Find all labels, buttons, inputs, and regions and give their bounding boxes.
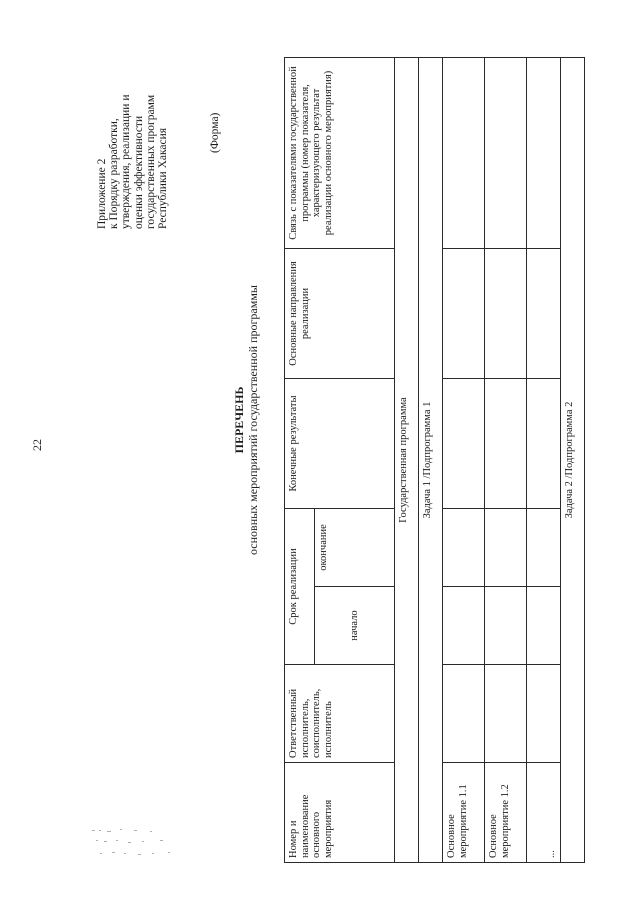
header-end: окончание bbox=[315, 508, 395, 586]
form-label: (Форма) bbox=[209, 112, 221, 153]
title-subtitle: основных мероприятий государственной программы bbox=[246, 285, 260, 556]
title-main: ПЕРЕЧЕНЬ bbox=[232, 386, 246, 454]
table-cell bbox=[485, 665, 527, 763]
table-cell bbox=[485, 508, 527, 586]
table-cell bbox=[443, 378, 485, 508]
row-measure-1-2: Основное мероприятие 1.2 bbox=[485, 763, 527, 863]
table-cell bbox=[485, 57, 527, 248]
appendix-line-6: Республики Хакасия bbox=[157, 127, 170, 229]
table-cell bbox=[443, 665, 485, 763]
header-directions: Основные направления реализации bbox=[285, 248, 395, 378]
appendix-line-4: оценки эффективности bbox=[132, 115, 145, 229]
table-cell bbox=[485, 378, 527, 508]
table-cell bbox=[443, 248, 485, 378]
measures-table bbox=[284, 57, 585, 863]
table-cell bbox=[527, 248, 561, 378]
table-cell bbox=[527, 587, 561, 665]
table-cell bbox=[443, 508, 485, 586]
page-number: 22 bbox=[30, 439, 44, 451]
row-ellipsis: ... bbox=[527, 763, 561, 863]
header-term: Срок реализации bbox=[285, 508, 315, 664]
appendix-line-3: утверждения, реализации и bbox=[120, 94, 133, 229]
table-row bbox=[485, 57, 527, 862]
table-cell bbox=[527, 665, 561, 763]
header-link: Связь с показателями государственной программы (номер показателя, характеризующего результат реализации основного мероприятия) bbox=[285, 57, 395, 248]
table-cell bbox=[485, 587, 527, 665]
appendix-line-5: государственных программ bbox=[144, 94, 157, 229]
header-responsible: Ответственный исполнитель, соисполнитель, исполнитель bbox=[285, 665, 395, 763]
scan-noise bbox=[90, 826, 180, 866]
row-task-1: Задача 1 /Подпрограмма 1 bbox=[419, 57, 443, 862]
table-cell bbox=[527, 57, 561, 248]
table-cell bbox=[527, 508, 561, 586]
row-measure-1-1: Основное мероприятие 1.1 bbox=[443, 763, 485, 863]
header-number-name: Номер и наименование основного мероприятия bbox=[285, 763, 395, 863]
appendix-note bbox=[96, 59, 169, 229]
header-start: начало bbox=[315, 587, 395, 665]
table-row bbox=[443, 57, 485, 862]
row-program: Государственная программа bbox=[395, 57, 419, 862]
appendix-line-1: Приложение 2 bbox=[96, 158, 108, 229]
appendix-line-2: к Порядку разработки, bbox=[108, 118, 121, 229]
header-results: Конечные результаты bbox=[285, 378, 395, 508]
table-cell bbox=[443, 587, 485, 665]
table-cell bbox=[443, 57, 485, 248]
document-title bbox=[232, 265, 260, 575]
table-row bbox=[527, 57, 561, 862]
row-task-2: Задача 2 /Подпрограмма 2 bbox=[561, 57, 585, 862]
table-cell bbox=[485, 248, 527, 378]
table-cell bbox=[527, 378, 561, 508]
